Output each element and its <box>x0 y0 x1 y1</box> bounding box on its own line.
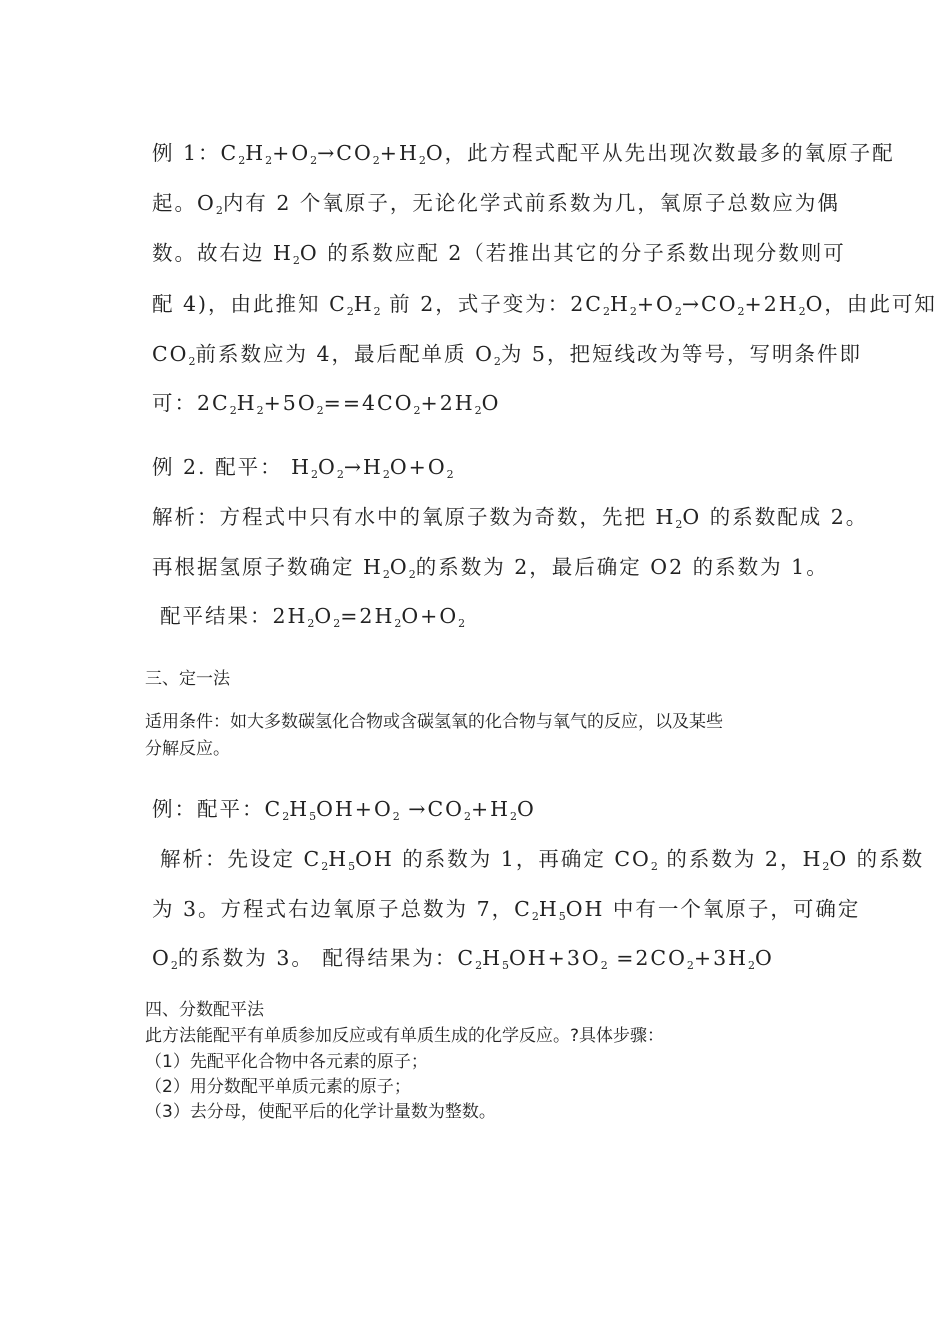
section-4-intro: 此方法能配平有单质参加反应或有单质生成的化学反应。?具体步骤： <box>145 1026 665 1046</box>
example-3-line-1: 例：配平：$C_2H_5OH+O_2 \to CO_2+H_2O$ <box>152 797 536 823</box>
section-3-condition-line-1: 适用条件：如大多数碳氢化合物或含碳氢氧的化合物与氧气的反应，以及某些 <box>145 712 723 732</box>
step-1: （1）先配平化合物中各元素的原子； <box>145 1052 428 1072</box>
example-1-line-5: $CO_2$前系数应为 4，最后配单质 $O_2$为 5，把短线改为等号，写明条件即 <box>152 342 862 368</box>
example-1-line-4: 配 4)，由此推知 $C_2H_2$ 前 2，式子变为：$2C_2H_2+O_2\to CO_2+2H_2O$，由此可知 <box>152 292 937 318</box>
example-1-line-6: 可：$2C_2H_2+5O_2==4CO_2+2H_2O$ <box>152 391 501 417</box>
example-1-line-3: 数。故右边 $H_2O$ 的系数应配 2（若推出其它的分子系数出现分数则可 <box>152 241 846 267</box>
example-2-line-1: 例 2. 配平： $H_2O_2\to H_2O+O_2$ <box>152 455 454 481</box>
step-3: （3）去分母，使配平后的化学计量数为整数。 <box>145 1102 496 1122</box>
step-2: （2）用分数配平单质元素的原子； <box>145 1077 411 1097</box>
section-3-condition-line-2: 分解反应。 <box>145 739 230 759</box>
example-1-line-2: 起。$O_2$内有 2 个氧原子，无论化学式前系数为几，氧原子总数应为偶 <box>152 191 840 217</box>
example-3-line-3: 为 3。方程式右边氧原子总数为 7，$C_2H_5OH$ 中有一个氧原子，可确定 <box>152 897 861 923</box>
example-2-line-4: 配平结果：$2H_2O_2=2H_2O+O_2$ <box>160 604 466 630</box>
example-1-line-1: 例 1：$C_2H_2+O_2\to CO_2+H_2O$，此方程式配平从先出现次数最多的氧原子配 <box>152 141 895 167</box>
section-3-heading: 三、定一法 <box>145 669 230 689</box>
example-2-line-3: 再根据氢原子数确定 $H_2O_2$的系数为 2，最后确定 O2 的系数为 1。 <box>152 555 829 581</box>
example-3-line-4: $O_2$的系数为 3。 配得结果为：$C_2H_5OH+3O_2 =2CO_2+3H_2O$ <box>152 946 774 972</box>
section-4-heading: 四、分数配平法 <box>145 1000 264 1020</box>
example-2-line-2: 解析：方程式中只有水中的氧原子数为奇数，先把 $H_2O$ 的系数配成 2。 <box>152 505 869 531</box>
example-3-line-2: 解析：先设定 $C_2H_5OH$ 的系数为 1，再确定 $CO_2$ 的系数为 2，$H_2O$ 的系数 <box>160 847 925 873</box>
